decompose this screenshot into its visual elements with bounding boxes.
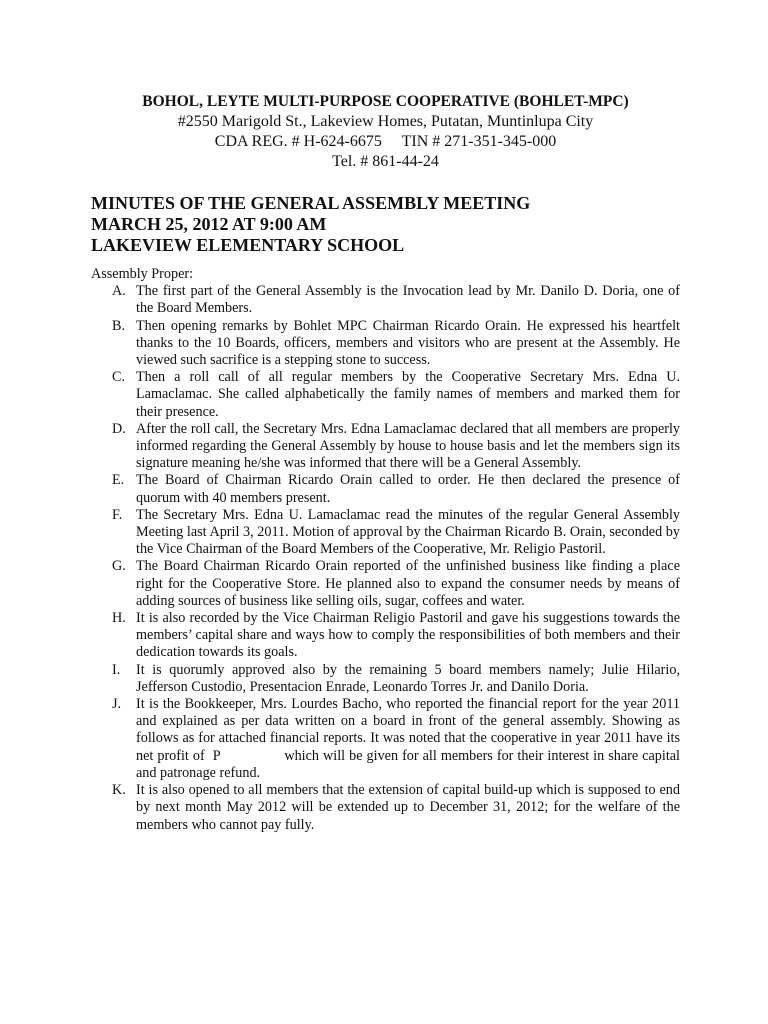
item-text: It is also recorded by the Vice Chairman Religio Pastoril and gave his suggestions towards the members’ capital share and ways how to comply the responsibilities of both members and their dedication towards its goals.: [136, 610, 680, 661]
list-item: [91, 610, 680, 662]
item-text: It is quorumly approved also by the remaining 5 board members namely; Julie Hilario, Jefferson Custodio, Presentacion Enrade, Leonardo Torres Jr. and Danilo Doria.: [136, 661, 680, 695]
item-letter: A.: [112, 283, 126, 300]
list-item: [91, 662, 680, 696]
list-item: [91, 369, 680, 421]
item-text: The Board Chairman Ricardo Orain reported of the unfinished business like finding a place right for the Cooperative Store. He planned also to expand the consumer needs by means of adding sources of business like selling oils, sugar, coffees and water.: [136, 558, 680, 609]
list-item: [91, 472, 680, 506]
title-line-2: MARCH 25, 2012 AT 9:00 AM: [91, 214, 327, 234]
item-letter: C.: [112, 369, 126, 386]
registration-line: CDA REG. # H-624-6675 TIN # 271-351-345-000: [214, 133, 557, 150]
item-text: Then a roll call of all regular members by the Cooperative Secretary Mrs. Edna U. Lamaclamac. She called alphabetically the family names of members and marked them for their presence.: [136, 369, 680, 420]
item-text: It is also opened to all members that the extension of capital build-up which is supposed to end by next month May 2012 will be extended up to December 31, 2012; for the welfare of the members who cannot pay fully.: [136, 782, 680, 833]
list-item: [91, 782, 680, 834]
item-text: The Board of Chairman Ricardo Orain called to order. He then declared the presence of quorum with 40 members present.: [136, 472, 680, 506]
item-text: After the roll call, the Secretary Mrs. Edna Lamaclamac declared that all members are properly informed regarding the General Assembly by house to house basis and let the members sign its signature meaning he/she was informed that there will be a General Assembly.: [136, 420, 680, 472]
minutes-title: [91, 193, 680, 256]
list-item: [91, 421, 680, 473]
title-line-3: LAKEVIEW ELEMENTARY SCHOOL: [91, 235, 405, 255]
item-text: The Secretary Mrs. Edna U. Lamaclamac read the minutes of the regular General Assembly Meeting last April 3, 2011. Motion of approval by the Chairman Ricardo B. Orain, seconded by the Vice Chairman of the Board Members of the Cooperative, Mr. Religio Pastoril.: [136, 506, 680, 558]
item-letter: F.: [112, 506, 123, 523]
title-line-1: MINUTES OF THE GENERAL ASSEMBLY MEETING: [91, 193, 531, 213]
organization-address: #2550 Marigold St., Lakeview Homes, Putatan, Muntinlupa City: [177, 113, 594, 130]
section-label: Assembly Proper:: [91, 266, 194, 282]
item-text: Then opening remarks by Bohlet MPC Chairman Ricardo Orain. He expressed his heartfelt thanks to the 10 Boards, officers, members and visitors who are present at the Assembly. He viewed such sacrifice is a stepping stone to success.: [136, 317, 680, 369]
list-item: [91, 318, 680, 370]
list-item: [91, 696, 684, 782]
item-letter: E.: [112, 472, 125, 489]
item-letter: D.: [112, 420, 126, 437]
list-item: [91, 283, 680, 317]
item-letter: I.: [112, 661, 121, 678]
letterhead: [91, 92, 680, 172]
item-letter: J.: [112, 696, 122, 713]
organization-name: BOHOL, LEYTE MULTI-PURPOSE COOPERATIVE (BOHLET-MPC): [142, 93, 629, 110]
item-text: The first part of the General Assembly is the Invocation lead by Mr. Danilo D. Doria, one of the Board Members.: [136, 283, 680, 317]
item-letter: B.: [112, 317, 126, 334]
item-letter: H.: [112, 610, 126, 627]
assembly-items-list: [91, 283, 684, 834]
item-text: It is the Bookkeeper, Mrs. Lourdes Bacho, who reported the financial report for the year 2011 and explained as per data written on a board in front of the general assembly. Showing as follows as for attached financial reports. It was noted that the cooperative in year 2011 have its net profit of P which will be given for all members for their interest in share capital and patronage refund.: [136, 696, 684, 781]
item-letter: K.: [112, 782, 126, 799]
list-item: [91, 507, 680, 559]
telephone-line: Tel. # 861-44-24: [332, 153, 439, 170]
list-item: [91, 558, 680, 610]
item-letter: G.: [112, 558, 126, 575]
